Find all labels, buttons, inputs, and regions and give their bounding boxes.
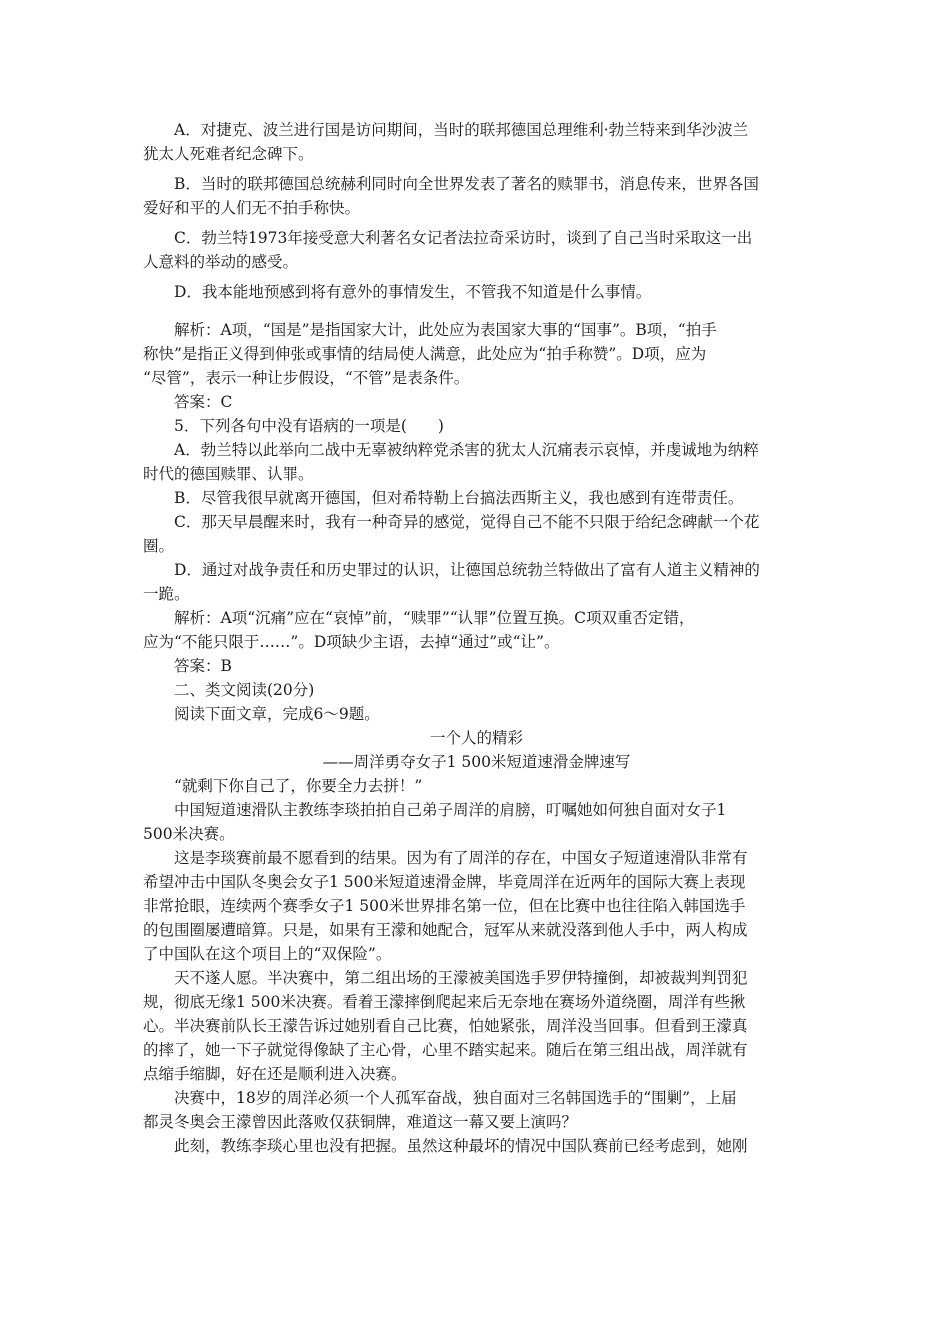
q4-option-b — [143, 172, 810, 220]
text-line: 这是李琰赛前最不愿看到的结果。因为有了周洋的存在，中国女子短道速滑队非常有 — [174, 849, 748, 867]
text-line: 了中国队在这个项目上的“双保险”。 — [143, 945, 392, 963]
q4-option-d — [143, 280, 810, 304]
article-paragraph — [143, 1134, 810, 1158]
q5-analysis — [143, 606, 810, 654]
text-line: “就剩下你自己了，你要全力去拼！” — [174, 777, 423, 795]
q5-option-a — [143, 438, 810, 486]
text-line: 时代的德国赎罪、认罪。 — [143, 465, 314, 483]
text-line: 的摔了，她一下子就觉得像缺了主心骨，心里不踏实起来。随后在第三组出战，周洋就有 — [143, 1041, 748, 1059]
q4-answer: 答案：C — [174, 393, 233, 411]
text-line: 天不遂人愿。半决赛中，第二组出场的王濛被美国选手罗伊特撞倒，却被裁判判罚犯 — [174, 969, 748, 987]
text-line: 规，彻底无缘1 500米决赛。看着王濛摔倒爬起来后无奈地在赛场外道绕圈，周洋有些揪 — [143, 993, 746, 1011]
text-line: 都灵冬奥会王濛曾因此落败仅获铜牌，难道这一幕又要上演吗？ — [143, 1113, 578, 1131]
text-line: A．对捷克、波兰进行国是访问期间，当时的联邦德国总理维利·勃兰特来到华沙波兰 — [174, 121, 749, 139]
text-line: “尽管”，表示一种让步假设，“不管”是表条件。 — [143, 369, 470, 387]
text-line: C．那天早晨醒来时，我有一种奇异的感觉，觉得自己不能不只限于给纪念碑献一个花 — [174, 513, 760, 531]
text-line: 解析：A项“沉痛”应在“哀悼”前，“赎罪”“认罪”位置互换。C项双重否定错， — [174, 609, 695, 627]
text-line: 圈。 — [143, 537, 175, 555]
text-line: 解析：A项，“国是”是指国家大计，此处应为表国家大事的“国事”。B项，“拍手 — [174, 321, 717, 339]
text-line: B．当时的联邦德国总统赫利同时向全世界发表了著名的赎罪书，消息传来，世界各国 — [174, 175, 759, 193]
text-line: 爱好和平的人们无不拍手称快。 — [143, 199, 361, 217]
q5-option-c — [143, 510, 810, 558]
q5-answer: 答案：B — [174, 657, 232, 675]
q4-analysis — [143, 318, 810, 390]
q5-stem: 5．下列各句中没有语病的一项是( ) — [174, 417, 444, 435]
q4-option-c — [143, 226, 810, 274]
text-line: 应为“不能只限于……”。D项缺少主语，去掉“通过”或“让”。 — [143, 633, 560, 651]
article-paragraph — [143, 774, 810, 798]
text-line: 心。半决赛前队长王濛告诉过她别看自己比赛，怕她紧张，周洋没当回事。但看到王濛真 — [143, 1017, 748, 1035]
q4-option-a — [143, 118, 810, 166]
text-line: 非常抢眼，连续两个赛季女子1 500米世界排名第一位，但在比赛中也往往陷入韩国选手 — [143, 897, 746, 915]
article-title: 一个人的精彩 — [429, 729, 523, 747]
text-line: 的包围圈屡遭暗算。只是，如果有王濛和她配合，冠军从来就没落到他人手中，两人构成 — [143, 921, 748, 939]
article-paragraph — [143, 846, 810, 966]
text-line: 中国短道速滑队主教练李琰拍拍自己弟子周洋的肩膀，叮嘱她如何独自面对女子1 — [174, 801, 727, 819]
document-body — [143, 118, 810, 1158]
text-line: 此刻，教练李琰心里也没有把握。虽然这种最坏的情况中国队赛前已经考虑到，她刚 — [174, 1137, 748, 1155]
text-line: 犹太人死难者纪念碑下。 — [143, 145, 314, 163]
section-heading: 二、类文阅读(20分) — [174, 681, 315, 699]
text-line: 希望冲击中国队冬奥会女子1 500米短道速滑金牌，毕竟周洋在近两年的国际大赛上表现 — [143, 873, 746, 891]
text-line: 点缩手缩脚，好在还是顺利进入决赛。 — [143, 1065, 407, 1083]
article-paragraph — [143, 1086, 810, 1134]
text-line: A．勃兰特以此举向二战中无辜被纳粹党杀害的犹太人沉痛表示哀悼，并虔诚地为纳粹 — [174, 441, 759, 459]
text-line: 人意料的举动的感受。 — [143, 253, 299, 271]
article-subtitle: ——周洋勇夺女子1 500米短道速滑金牌速写 — [322, 753, 631, 771]
text-line: 一跪。 — [143, 585, 190, 603]
text-line: B．尽管我很早就离开德国，但对希特勒上台搞法西斯主义，我也感到有连带责任。 — [174, 489, 744, 507]
q5-option-b — [143, 486, 810, 510]
article-paragraph — [143, 798, 810, 846]
text-line: D．通过对战争责任和历史罪过的认识，让德国总统勃兰特做出了富有人道主义精神的 — [174, 561, 760, 579]
text-line: D．我本能地预感到将有意外的事情发生，不管我不知道是什么事情。 — [174, 283, 652, 301]
text-line: 称快”是指正义得到伸张或事情的结局使人满意，此处应为“拍手称赞”。D项，应为 — [143, 345, 707, 363]
article-paragraph — [143, 966, 810, 1086]
text-line: 500米决赛。 — [143, 825, 235, 843]
text-line: 决赛中，18岁的周洋必须一个人孤军奋战，独自面对三名韩国选手的“围剿”，上届 — [174, 1089, 737, 1107]
section-instruction: 阅读下面文章，完成6～9题。 — [174, 705, 380, 723]
q5-option-d — [143, 558, 810, 606]
text-line: C．勃兰特1973年接受意大利著名女记者法拉奇采访时，谈到了自己当时采取这一出 — [174, 229, 753, 247]
